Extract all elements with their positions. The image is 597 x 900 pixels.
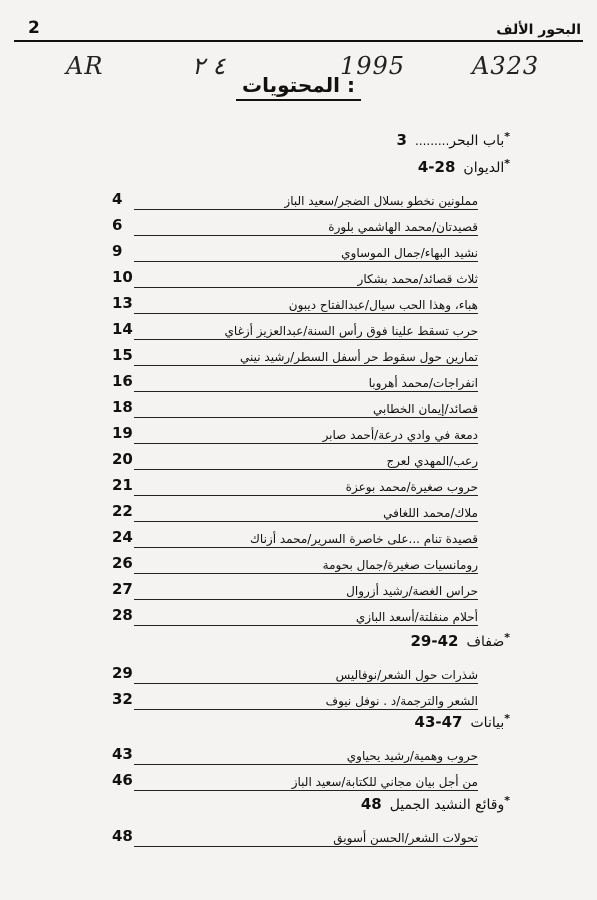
section-star: * [504,712,510,725]
entry-title-author: الشعر والترجمة/د . نوفل نيوف [325,694,478,708]
entry-title-author: قصائد/إيمان الخطابي [373,402,478,416]
entry-title-author: تمارين حول سقوط حر أسفل السطر/رشيد نيني [240,350,478,364]
toc-entry [112,184,478,210]
section-star: * [504,157,510,170]
entry-page-number: 20 [112,450,133,468]
entry-page-number: 24 [112,528,133,546]
section-page-range: 4-28 [417,158,456,176]
page-title-text: المحتويات : [236,73,361,101]
entry-page-number: 29 [112,664,133,682]
entry-page-number: 10 [112,268,133,286]
toc-section-heading [118,130,510,156]
section-star: * [504,794,510,807]
entry-page-number: 9 [112,242,123,260]
toc-section-heading [118,712,510,738]
toc-entry [112,236,478,262]
entry-page-number: 46 [112,771,133,789]
toc-entry [112,288,478,314]
entry-page-number: 43 [112,745,133,763]
entry-page-number: 27 [112,580,133,598]
entry-title-author: حرب تسقط علينا فوق رأس السنة/عبدالعزيز أزغاي [224,324,478,338]
entry-title-author: شذرات حول الشعر/نوفاليس [335,668,478,682]
entry-page-number: 4 [112,190,123,208]
entry-title-author: أحلام منفلتة/أسعد البازي [355,610,478,624]
entry-title-author: رومانسيات صغيرة/جمال بحومة [322,558,478,572]
section-page-range: 43-47 [414,713,463,731]
entry-title-author: قصيدة تنام ...على خاصرة السرير/محمد أزناك [250,532,478,546]
entry-title-author: حروب صغيرة/محمد بوعزة [345,480,478,494]
entry-page-number: 48 [112,827,133,845]
entry-page-number: 28 [112,606,133,624]
toc-entry [112,392,478,418]
toc-entry [112,600,478,626]
entry-title-author: دمعة في وادي درعة/أحمد صابر [322,428,478,442]
toc-entry [112,444,478,470]
entry-page-number: 21 [112,476,133,494]
entry-title-author: ثلاث قصائد/محمد بشكار [357,272,478,286]
entry-title-author: مملونين نخطو بسلال الضجر/سعيد الباز [284,194,478,208]
entry-title-author: تحولات الشعر/الحسن أسويق [333,831,478,845]
entry-title-author: حروب وهمية/رشيد يحياوي [346,749,478,763]
toc-section-heading [118,631,510,657]
section-leader-dots: ......... [414,134,450,148]
entry-page-number: 6 [112,216,123,234]
section-title: ضفاف [466,634,505,650]
toc-entry [112,470,478,496]
toc-entry [112,574,478,600]
section-title: بيانات [470,715,505,731]
toc-entry [112,418,478,444]
section-star: * [504,631,510,644]
entry-title-author: من أجل بيان مجاني للكتابة/سعيد الباز [291,775,478,789]
leader-line [134,709,478,710]
entry-page-number: 32 [112,690,133,708]
leader-line [134,790,478,791]
toc-entry [112,821,478,847]
entry-page-number: 14 [112,320,133,338]
entry-title-author: ملاك/محمد اللغافي [383,506,478,520]
entry-page-number: 13 [112,294,133,312]
toc-section-heading [118,157,510,183]
toc-entry [112,210,478,236]
toc-section-heading [118,794,510,820]
handwritten-note: AR [66,52,104,80]
section-title: الديوان [463,160,505,176]
leader-line [134,846,478,847]
toc-entry [112,765,478,791]
page-number: 2 [28,18,40,38]
handwritten-note: ٤ ٢ [192,52,226,80]
entry-page-number: 15 [112,346,133,364]
section-title: وقائع النشيد الجميل [389,797,505,813]
entry-page-number: 22 [112,502,133,520]
running-title: البحور الألف [496,22,581,38]
handwritten-note: A323 [472,52,540,80]
entry-title-author: حراس الغصة/رشيد أزروال [346,584,478,598]
entry-title-author: رعب/المهدي لعرج [386,454,478,468]
section-page-range: 29-42 [410,632,459,650]
section-title: باب البحر [449,133,505,149]
entry-title-author: نشيد البهاء/جمال الموساوي [341,246,478,260]
toc-entry [112,262,478,288]
leader-line [134,625,478,626]
entry-title-author: قصيدتان/محمد الهاشمي بلورة [328,220,478,234]
entry-page-number: 16 [112,372,133,390]
section-star: * [504,130,510,143]
handwritten-note: 1995 [340,52,406,80]
section-page-range: 3 [396,131,407,149]
toc-entry [112,496,478,522]
section-page-range: 48 [360,795,382,813]
toc-entry [112,314,478,340]
toc-entry [112,340,478,366]
toc-entry [112,522,478,548]
toc-entry [112,739,478,765]
toc-entry [112,658,478,684]
toc-entry [112,684,478,710]
entry-page-number: 26 [112,554,133,572]
toc-entry [112,548,478,574]
entry-title-author: هباء، وهذا الحب سيال/عبدالفتاح ديبون [288,298,478,312]
toc-entry [112,366,478,392]
entry-page-number: 18 [112,398,133,416]
entry-title-author: انفراجات/محمد أهروبا [368,376,478,390]
entry-page-number: 19 [112,424,133,442]
